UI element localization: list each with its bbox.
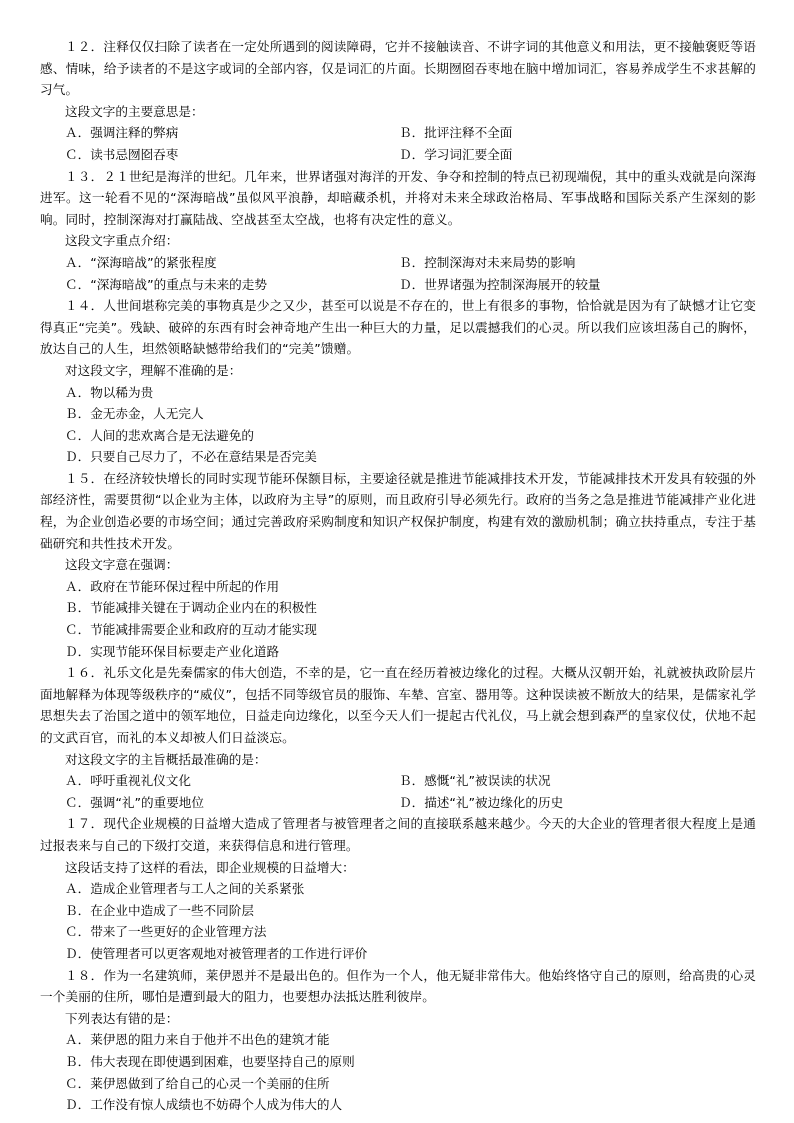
- question-13-text: １３．２１世纪是海洋的世纪。几年来，世界诸强对海洋的开发、争夺和控制的特点已初现端倪，其中的重头戏就是向深海进军。这一轮看不见的“深海暗战”虽似风平浪静，却暗藏杀机，并将对未来全球政治格局、军事战略和国际关系产生深刻的影响。同时，控制深海对打赢陆战、空战甚至太空战，也将有决定性的意义。: [40, 168, 756, 227]
- question-15-stem: 这段文字意在强调：: [65, 557, 179, 573]
- option-c: Ｃ．莱伊恩做到了给自己的心灵一个美丽的住所: [65, 1075, 330, 1091]
- question-18-text: １８．作为一名建筑师，莱伊恩并不是最出色的。但作为一个人，他无疑非常伟大。他始终恪守自己的原则，给高贵的心灵一个美丽的住所，哪怕是遭到最大的阻力，也要想办法抵达胜利彼岸。: [40, 967, 756, 1005]
- option-b: Ｂ．感慨“礼”被误读的状况: [399, 773, 551, 789]
- option-a: Ａ．政府在节能环保过程中所起的作用: [65, 578, 280, 594]
- question-14: [40, 295, 756, 468]
- question-14-options: [40, 382, 756, 468]
- option-c: Ｃ．“深海暗战”的重点与未来的走势: [65, 276, 267, 292]
- option-a: Ａ．物以稀为贵: [65, 384, 154, 400]
- question-13-options: [40, 252, 756, 295]
- option-d: Ｄ．实现节能环保目标要走产业化道路: [65, 643, 280, 659]
- option-d: Ｄ．使管理者可以更客观地对被管理者的工作进行评价: [65, 945, 368, 961]
- option-c: Ｃ．强调“礼”的重要地位: [65, 794, 204, 810]
- option-a: Ａ．造成企业管理者与工人之间的关系紧张: [65, 881, 305, 897]
- question-16-text: １６．礼乐文化是先秦儒家的伟大创造，不幸的是，它一直在经历着被边缘化的过程。大概从汉朝开始，礼就被执政阶层片面地解释为体现等级秩序的“威仪”，包括不同等级官员的服饰、车辇、宫室、器用等。这种误读被不断放大的结果，是儒家礼学思想失去了治国之道中的领军地位，日益走向边缘化，以至今天人们一提起古代礼仪，马上就会想到森严的皇家仪仗，伏地不起的文武百官，而礼的本义却被人们日益淡忘。: [40, 665, 756, 745]
- question-17: [40, 813, 756, 964]
- question-14-text: １４．人世间堪称完美的事物真是少之又少，甚至可以说是不存在的，世上有很多的事物，恰恰就是因为有了缺憾才让它变得真正“完美”。残缺、破碎的东西有时会神奇地产生出一种巨大的力量，足以震撼我们的心灵。所以我们应该坦荡自己的胸怀，放达自己的人生，坦然领略缺憾带给我们的“完美”馈赠。: [40, 298, 756, 357]
- option-b: Ｂ．金无赤金，人无完人: [65, 406, 204, 422]
- option-d: Ｄ．工作没有惊人成绩也不妨碍个人成为伟大的人: [65, 1097, 343, 1113]
- option-c: Ｃ．节能减排需要企业和政府的互动才能实现: [65, 622, 317, 638]
- option-a: Ａ．呼吁重视礼仪文化: [65, 773, 191, 789]
- option-b: Ｂ．批评注释不全面: [399, 125, 513, 141]
- option-a: Ａ．“深海暗战”的紧张程度: [65, 254, 217, 270]
- option-b: Ｂ．控制深海对未来局势的影响: [399, 254, 576, 270]
- question-16-stem: 对这段文字的主旨概括最准确的是：: [65, 751, 267, 767]
- question-18-stem: 下列表达有错的是：: [65, 1010, 179, 1026]
- question-12-text: １２．注释仅仅扫除了读者在一定处所遇到的阅读障碍，它并不接触读音、不讲字词的其他意义和用法，更不接触褒贬等语感、情味，给予读者的不是这字或词的全部内容，仅是词汇的片面。长期囫囵吞枣地在脑中增加词汇，容易养成学生不求甚解的习气。: [40, 39, 756, 98]
- question-15-options: [40, 576, 756, 662]
- question-12-options: [40, 122, 756, 165]
- option-b: Ｂ．伟大表现在即使遇到困难，也要坚持自己的原则: [65, 1053, 355, 1069]
- question-14-stem: 对这段文字，理解不准确的是：: [65, 362, 242, 378]
- option-a: Ａ．强调注释的弊病: [65, 125, 179, 141]
- question-16-options: [40, 770, 756, 813]
- question-18: [40, 965, 756, 1116]
- option-c: Ｃ．带来了一些更好的企业管理方法: [65, 924, 267, 940]
- question-13-stem: 这段文字重点介绍：: [65, 233, 179, 249]
- question-18-options: [40, 1029, 756, 1115]
- option-c: Ｃ．读书忌囫囵吞枣: [65, 146, 179, 162]
- question-17-text: １７．现代企业规模的日益增大造成了管理者与被管理者之间的直接联系越来越少。今天的大企业的管理者很大程度上是通过报表来与自己的下级打交道，来获得信息和进行管理。: [40, 816, 756, 853]
- option-d: Ｄ．世界诸强为控制深海展开的较量: [399, 276, 601, 292]
- question-12: [40, 36, 756, 166]
- option-c: Ｃ．人间的悲欢离合是无法避免的: [65, 427, 254, 443]
- question-15-text: １５．在经济较快增长的同时实现节能环保额目标，主要途径就是推进节能减排技术开发，节能减排技术开发具有较强的外部经济性，需要贯彻“以企业为主体，以政府为主导”的原则，而且政府引导必须先行。政府的当务之急是推进节能减排产业化进程，为企业创造必要的市场空间；通过完善政府采购制度和知识产权保护制度，构建有效的激励机制；确立扶持重点，专注于基础研究和共性技术开发。: [40, 470, 756, 551]
- option-b: Ｂ．在企业中造成了一些不同阶层: [65, 902, 254, 918]
- option-d: Ｄ．只要自己尽力了，不必在意结果是否完美: [65, 449, 317, 465]
- option-d: Ｄ．描述“礼”被边缘化的历史: [399, 794, 564, 810]
- option-a: Ａ．莱伊恩的阻力来自于他并不出色的建筑才能: [65, 1032, 330, 1048]
- question-16: [40, 662, 756, 813]
- option-d: Ｄ．学习词汇要全面: [399, 146, 513, 162]
- question-12-stem: 这段文字的主要意思是：: [65, 103, 204, 119]
- question-13: [40, 166, 756, 296]
- question-17-options: [40, 878, 756, 964]
- question-15: [40, 468, 756, 662]
- option-b: Ｂ．节能减排关键在于调动企业内在的积极性: [65, 600, 317, 616]
- question-17-stem: 这段话支持了这样的看法，即企业规模的日益增大：: [65, 859, 355, 875]
